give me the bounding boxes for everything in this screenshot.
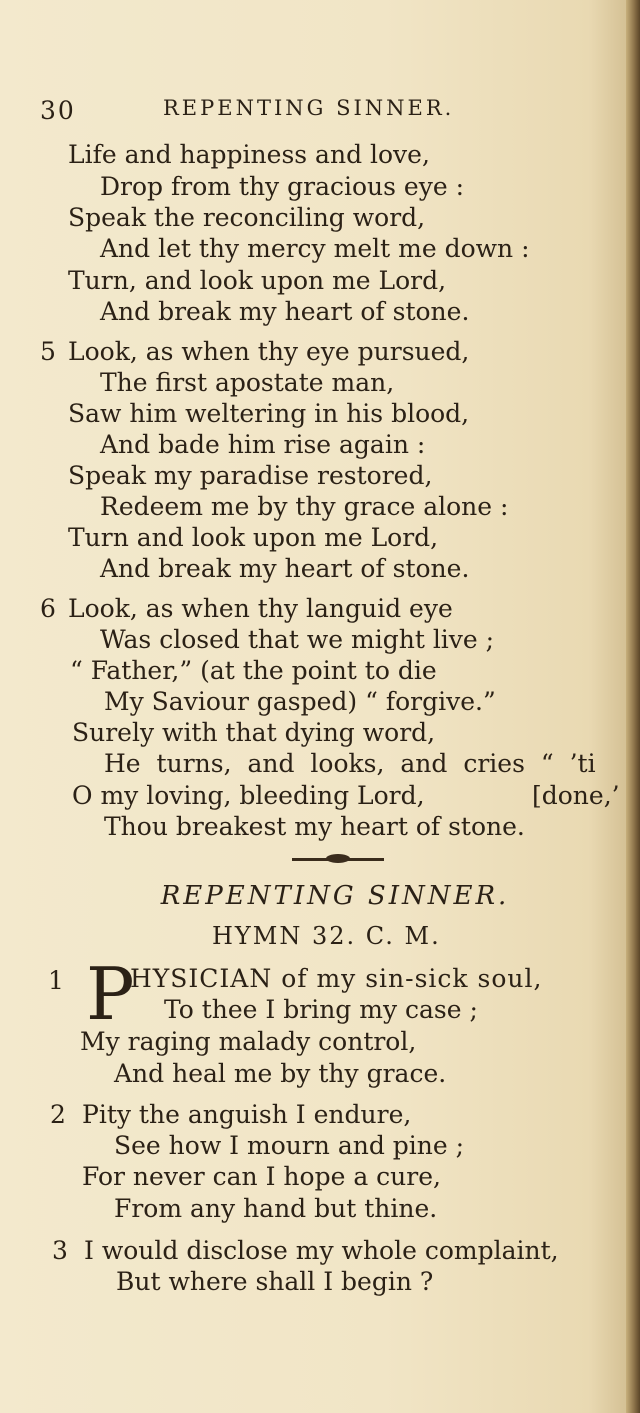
page-spine-edge xyxy=(626,0,640,1413)
stanza-number: 6 xyxy=(40,594,56,623)
hymn-header: HYMN 32. C. M. xyxy=(212,922,441,950)
verse-line: Surely with that dying word, xyxy=(72,718,436,747)
verse-line: And break my heart of stone. xyxy=(100,297,470,326)
verse-line: HYSICIAN of my sin-sick soul, xyxy=(130,964,543,993)
turnover-continuation: [done,’ xyxy=(532,781,620,810)
running-head-title: REPENTING SINNER. xyxy=(163,96,455,120)
verse-line: Turn and look upon me Lord, xyxy=(68,523,439,552)
ornamental-rule-center xyxy=(326,854,350,863)
verse-line: I would disclose my whole complaint, xyxy=(84,1236,559,1265)
verse-line: My Saviour gasped) “ forgive.” xyxy=(104,687,496,716)
verse-line: Speak the reconciling word, xyxy=(68,203,426,232)
verse-line: From any hand but thine. xyxy=(114,1194,438,1223)
stanza-number: 2 xyxy=(50,1100,66,1129)
verse-line: Saw him weltering in his blood, xyxy=(68,399,470,428)
verse-line: To thee I bring my case ; xyxy=(164,995,478,1024)
drop-cap: P xyxy=(86,952,135,1036)
verse-line: O my loving, bleeding Lord, xyxy=(72,781,425,810)
verse-line: Redeem me by thy grace alone : xyxy=(100,492,509,521)
verse-line: “ Father,” (at the point to die xyxy=(70,656,437,685)
verse-line: Speak my paradise restored, xyxy=(68,461,433,490)
verse-line: And break my heart of stone. xyxy=(100,554,470,583)
stanza-number: 5 xyxy=(40,337,56,366)
verse-line: Was closed that we might live ; xyxy=(100,625,495,654)
verse-line: Pity the anguish I endure, xyxy=(82,1100,412,1129)
stanza-number: 1 xyxy=(48,966,64,995)
stanza-number: 3 xyxy=(52,1236,68,1265)
verse-line: Turn, and look upon me Lord, xyxy=(68,266,447,295)
running-head xyxy=(40,96,600,130)
verse-line: Look, as when thy languid eye xyxy=(68,594,453,623)
verse-line: Look, as when thy eye pursued, xyxy=(68,337,470,366)
verse-line: And bade him rise again : xyxy=(100,430,426,459)
verse-line: Drop from thy gracious eye : xyxy=(100,172,464,201)
verse-line: And let thy mercy melt me down : xyxy=(100,234,530,263)
verse-line: See how I mourn and pine ; xyxy=(114,1131,465,1160)
section-title: REPENTING SINNER. xyxy=(160,881,510,911)
verse-line: And heal me by thy grace. xyxy=(114,1059,447,1088)
verse-line: But where shall I begin ? xyxy=(116,1267,434,1296)
verse-line: The first apostate man, xyxy=(100,368,395,397)
verse-line: Life and happiness and love, xyxy=(68,140,430,169)
verse-line: He turns, and looks, and cries “ ’ti xyxy=(104,749,596,778)
verse-line: Thou breakest my heart of stone. xyxy=(104,812,525,841)
verse-line: My raging malady control, xyxy=(80,1027,417,1056)
page-number: 30 xyxy=(40,96,76,125)
verse-line: For never can I hope a cure, xyxy=(82,1162,441,1191)
